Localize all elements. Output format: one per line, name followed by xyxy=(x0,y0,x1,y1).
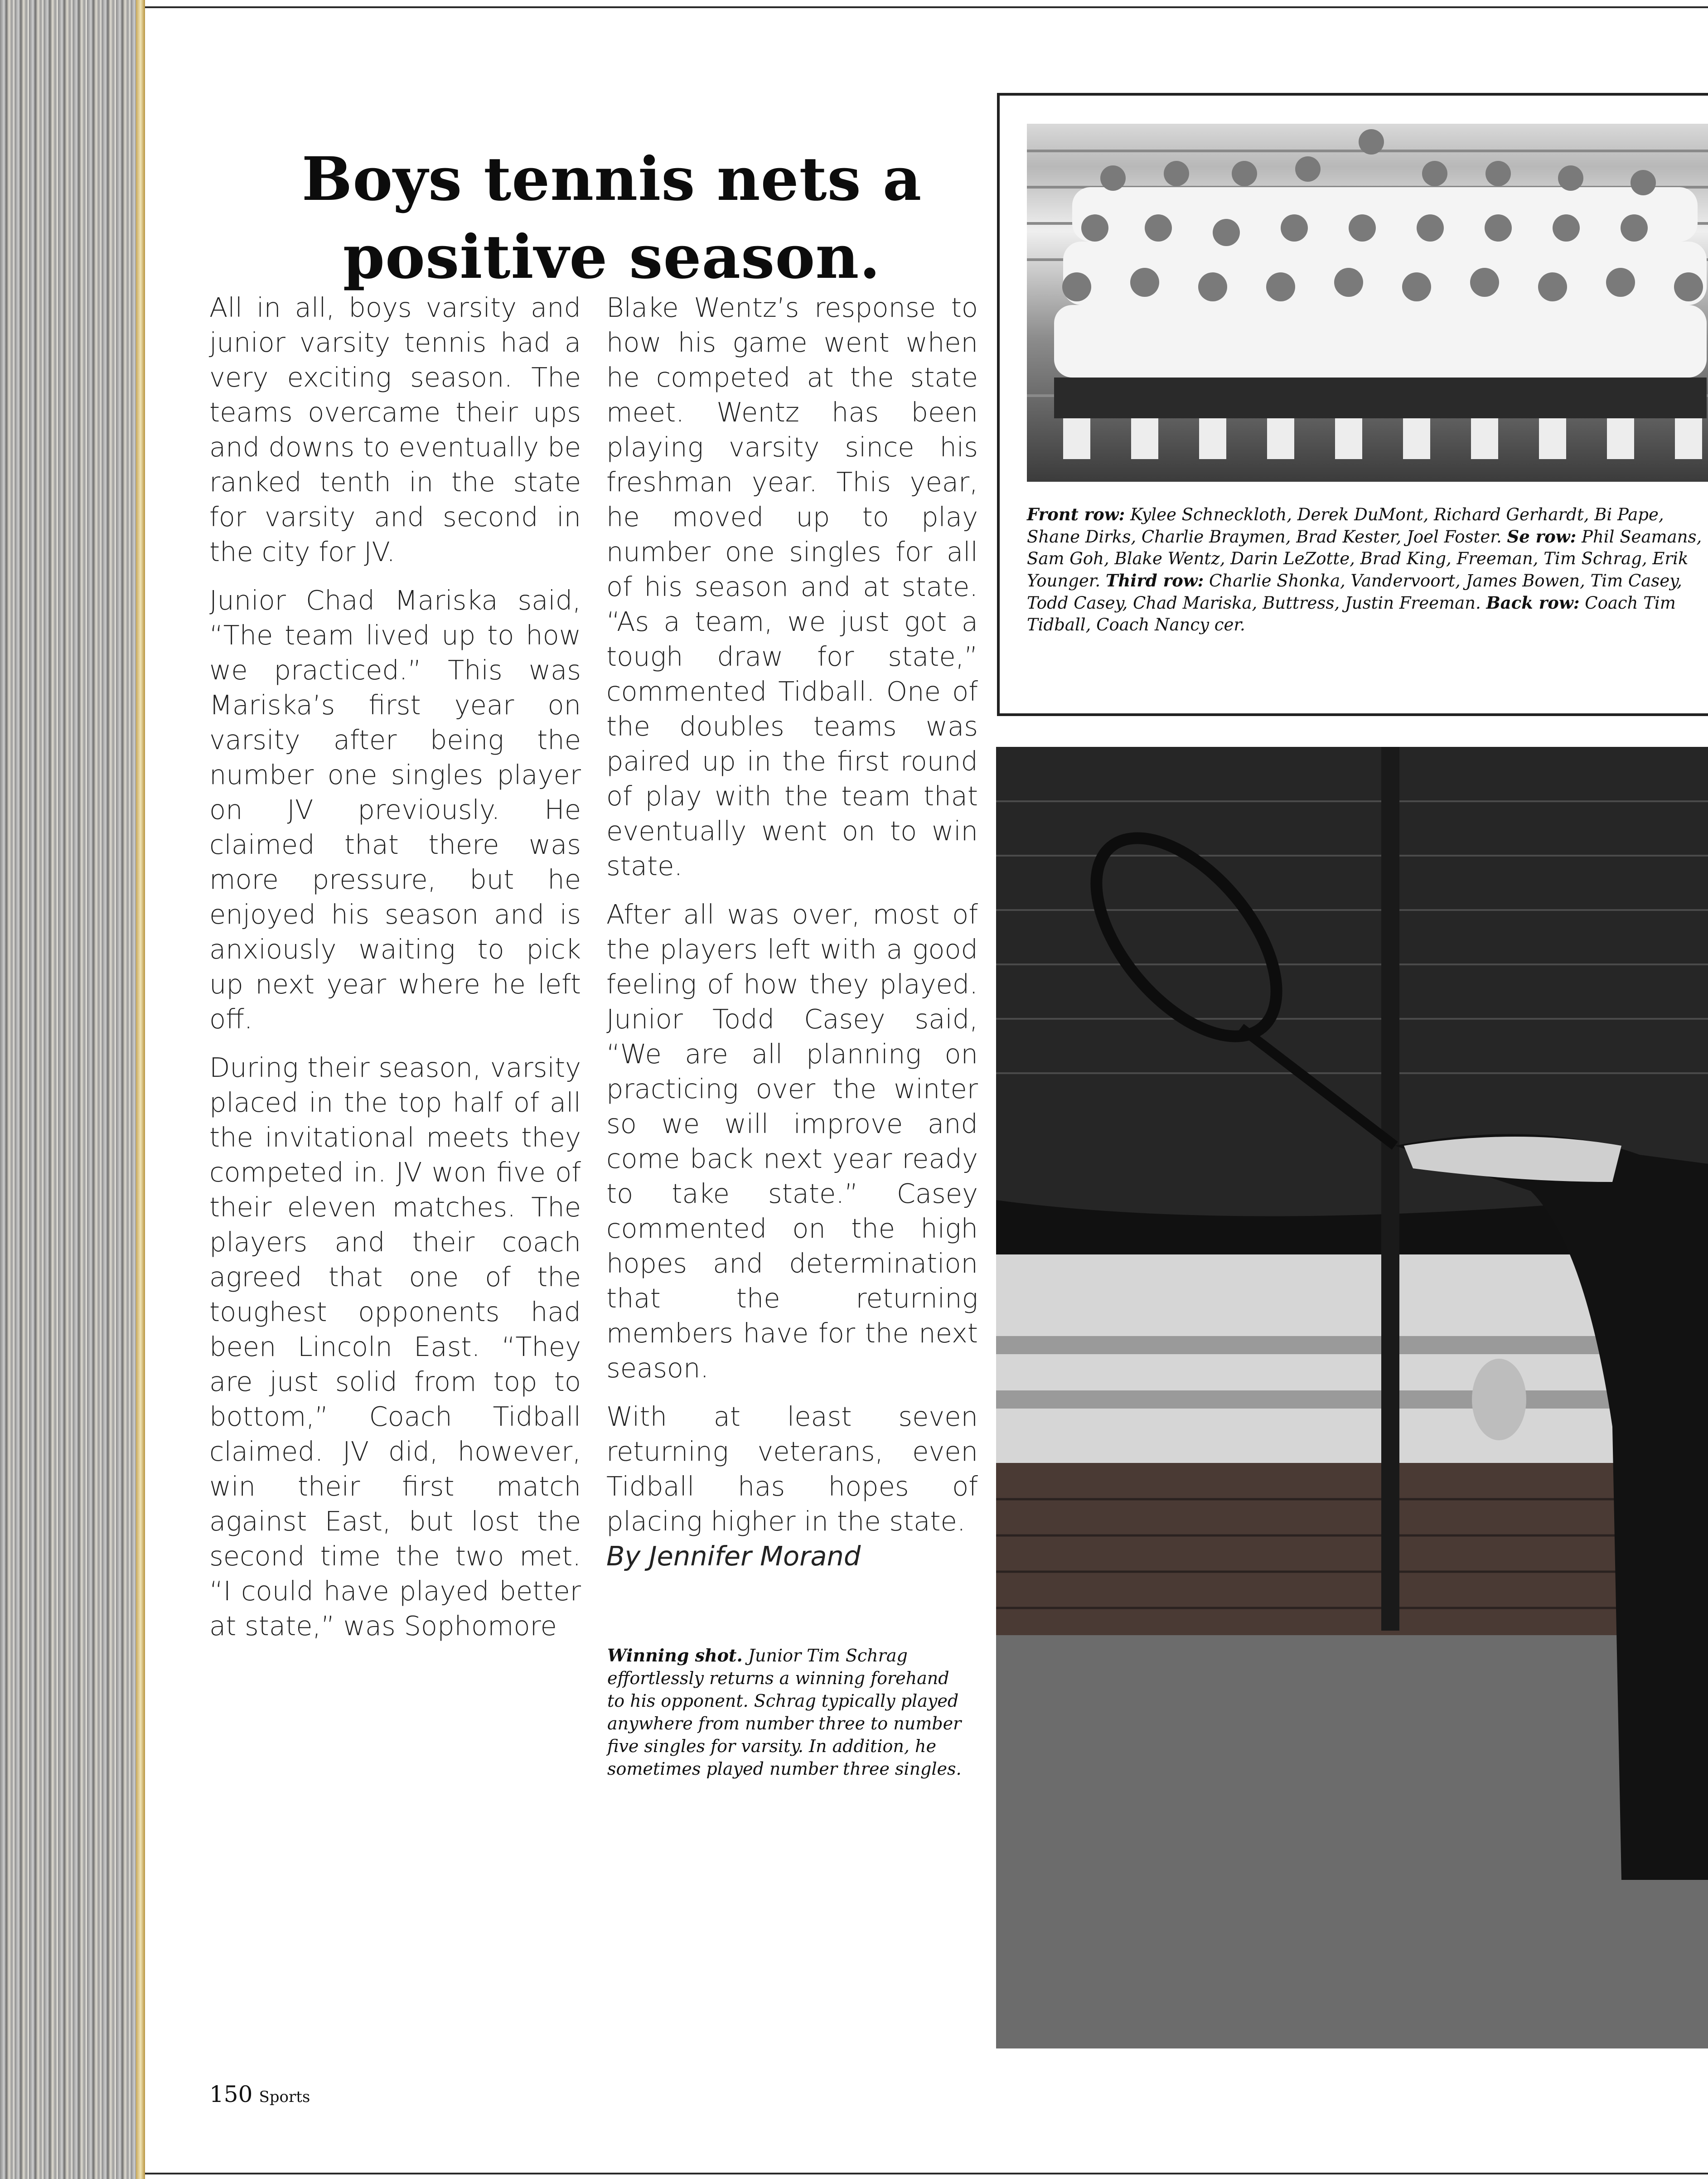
article-paragraph: Blake Wentz’s response to how his game went when he competed at the state meet. Wentz has been playing varsity since his freshman year. This year, he moved up to play number one singles for all of his season and at state. “As a team, we just got a tough draw for state,” commented Tidball. One of the doubles teams was paired up in the first round of play with the team that eventually went on to win state. xyxy=(606,292,978,881)
team-photo xyxy=(1027,124,1708,482)
caption-row-names: Kylee Schneckloth, Derek DuMont, Richard Gerhardt, Bi Pape, Shane Dirks, Charlie Braymen, Brad Kester, Joel Foster. xyxy=(1027,505,1664,547)
caption-lead: Winning shot. xyxy=(607,1645,743,1666)
caption-row-names: Charlie Shonka, Vandervoort, James Bowen, Tim Casey, Todd Casey, Chad Mariska, Buttress, Justin Freeman. xyxy=(1027,571,1682,613)
page-folio xyxy=(209,2081,310,2107)
caption-row-names: Coach Tim Tidball, Coach Nancy cer. xyxy=(1027,593,1676,634)
caption-row-label: Back row: xyxy=(1486,593,1580,613)
headline xyxy=(195,140,1029,296)
headline-line-2: positive season. xyxy=(343,222,881,292)
section-name: Sports xyxy=(259,2088,310,2106)
team-photo-graphic xyxy=(1027,124,1708,482)
action-photo-graphic xyxy=(996,747,1708,2048)
article-closing-text: With at least seven returning veterans, even Tidball has hopes of placing higher in the state. xyxy=(606,1401,978,1537)
article-paragraph xyxy=(606,1399,978,1574)
book-spine-edge xyxy=(0,0,145,2179)
bottom-rule xyxy=(145,2173,1708,2174)
caption-row-names: Phil Seamans, Sam Goh, Blake Wentz, Darin LeZotte, Brad King, Freeman, Tim Schrag, Erik Younger. xyxy=(1027,527,1702,591)
caption-row-label: Front row: xyxy=(1027,504,1125,524)
byline: By Jennifer Morand xyxy=(606,1540,861,1572)
headline-line-1: Boys tennis nets a xyxy=(301,144,922,214)
article-paragraph: During their season, varsity placed in the top half of all the invitational meets they competed in. JV won five of their eleven matches. The players and their coach agreed that one of the toughest opponents had been Lincoln East. “They are just solid from top to bottom,” Coach Tidball claimed. JV did, however, win their first match against East, but lost the second time the two met. “I could have played better at state,” was Sophomore xyxy=(209,1052,581,1642)
page-number: 150 xyxy=(209,2081,253,2107)
action-photo xyxy=(996,747,1708,2048)
caption-text: Junior Tim Schrag effortlessly returns a winning forehand to his opponent. Schrag typically played anywhere from number three to number five singles for varsity. In addition, he sometimes played number three singles. xyxy=(607,1646,962,1779)
article-column-2 xyxy=(606,290,978,1587)
page-gilt-edge xyxy=(136,0,145,2179)
team-photo-frame xyxy=(997,93,1708,716)
caption-row-label: Third row: xyxy=(1105,571,1204,591)
action-photo-caption xyxy=(607,1644,970,1780)
team-photo-caption xyxy=(1027,504,1707,636)
article-paragraph: After all was over, most of the players left with a good feeling of how they played. Junior Todd Casey said, “We are all planning on practicing over the winter so we will improve and come back next year ready to take state.” Casey commented on the high hopes and determination that the returning members have for the next season. xyxy=(606,899,978,1384)
top-rule xyxy=(145,6,1708,8)
article-paragraph: All in all, boys varsity and junior varsity tennis had a very exciting season. The teams overcame their ups and downs to eventually be ranked tenth in the state for varsity and second in the city for JV. xyxy=(209,292,581,567)
article-paragraph: Junior Chad Mariska said, “The team lived up to how we practiced.” This was Mariska’s first year on varsity after being the number one singles player on JV previously. He claimed that there was more pressure, but he enjoyed his season and is anxiously waiting to pick up next year where he left off. xyxy=(209,585,581,1035)
caption-row-label: Se row: xyxy=(1507,527,1577,547)
article-column-1 xyxy=(209,290,581,1657)
